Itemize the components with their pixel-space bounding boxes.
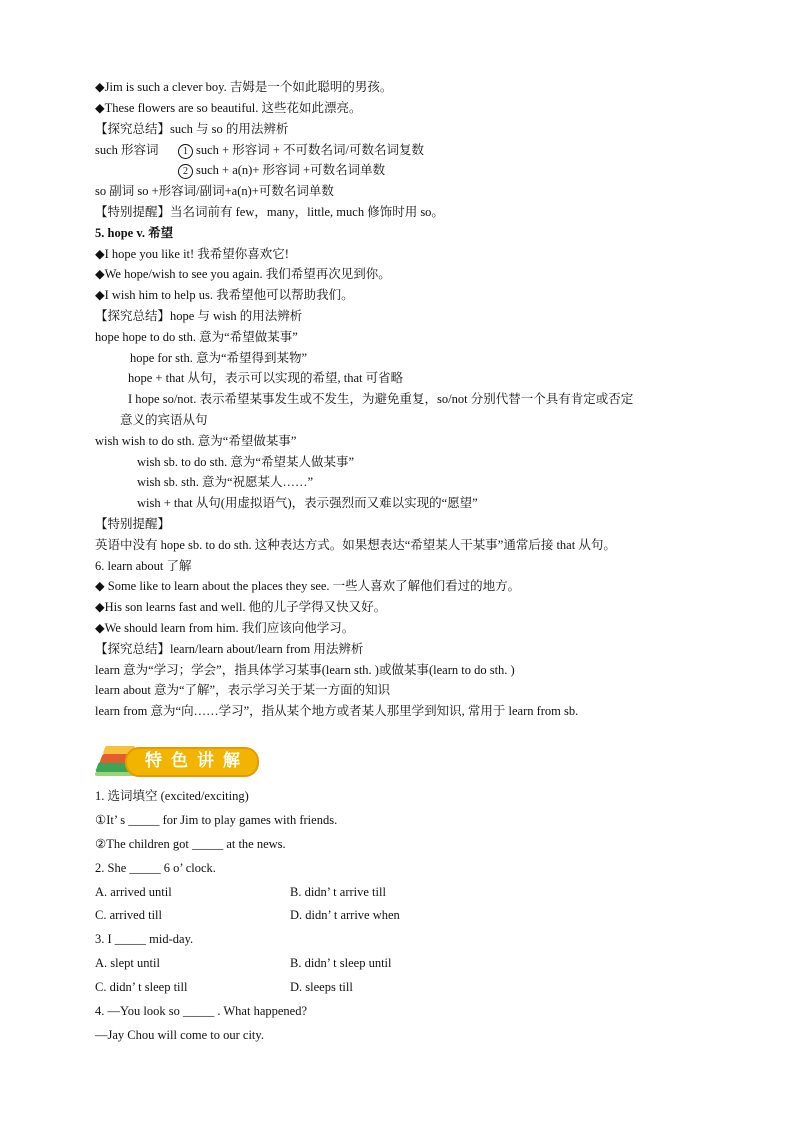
learn-rule: learn 意为“学习；学会”，指具体学习某事(learn sth. )或做某事(learn to do sth. ) [95, 663, 515, 677]
question-3: 3. I _____ mid-day. [95, 932, 194, 946]
example-sentence: ◆These flowers are so beautiful. 这些花如此漂亮。 [95, 101, 362, 115]
example-sentence: ◆We should learn from him. 我们应该向他学习。 [95, 621, 355, 635]
circled-number: 2 [178, 164, 193, 179]
banner-title: 特色讲解 [145, 751, 249, 771]
question-4: 4. —You look so _____ . What happened? [95, 1004, 308, 1018]
option-d: D. sleeps till [290, 980, 353, 994]
wish-rule: wish sb. to do sth. 意为“希望某人做某事” [137, 455, 355, 469]
summary-heading: 【探究总结】learn/learn about/learn from 用法辨析 [95, 642, 364, 656]
wish-rule: wish sb. sth. 意为“祝愿某人……” [137, 475, 314, 489]
example-sentence: ◆I wish him to help us. 我希望他可以帮助我们。 [95, 288, 354, 302]
wish-rule: wish + that 从句(用虚拟语气)，表示强烈而又难以实现的“愿望” [137, 496, 478, 510]
section-heading-hope: 5. hope v. 希望 [95, 226, 174, 240]
circled-number: 1 [178, 144, 193, 159]
such-label: such 形容词 [95, 143, 159, 157]
question-1b: ②The children got _____ at the news. [95, 837, 286, 851]
option-c: C. didn’ t sleep till [95, 980, 188, 994]
option-a: A. slept until [95, 956, 160, 970]
option-c: C. arrived till [95, 908, 162, 922]
special-reminder: 【特别提醒】当名词前有 few，many，little, much 修饰时用 so。 [95, 205, 444, 219]
section-heading-learn-about: 6. learn about 了解 [95, 559, 192, 573]
option-b: B. didn’ t sleep until [290, 956, 392, 970]
question-1a: ①It’ s _____ for Jim to play games with friends. [95, 813, 338, 827]
learn-rule: learn from 意为“向……学习”，指从某个地方或者某人那里学到知识, 常用于 learn from sb. [95, 704, 579, 718]
example-sentence: ◆We hope/wish to see you again. 我们希望再次见到你。 [95, 267, 391, 281]
option-b: B. didn’ t arrive till [290, 885, 386, 899]
feature-banner [95, 742, 260, 780]
example-sentence: ◆I hope you like it! 我希望你喜欢它! [95, 247, 289, 261]
so-rule: so 副词 so +形容词/副词+a(n)+可数名词单数 [95, 184, 334, 198]
hope-rule: hope + that 从句，表示可以实现的希望, that 可省略 [128, 371, 404, 385]
special-reminder-heading: 【特别提醒】 [95, 517, 171, 531]
summary-heading: 【探究总结】such 与 so 的用法辨析 [95, 122, 289, 136]
example-sentence: ◆ Some like to learn about the places they see. 一些人喜欢了解他们看过的地方。 [95, 579, 521, 593]
wish-rule: wish wish to do sth. 意为“希望做某事” [95, 434, 297, 448]
question-1: 1. 选词填空 (excited/exciting) [95, 789, 249, 803]
question-4-response: —Jay Chou will come to our city. [95, 1028, 264, 1042]
hope-rule: hope hope to do sth. 意为“希望做某事” [95, 330, 298, 344]
hope-rule-continued: 意义的宾语从句 [120, 413, 208, 427]
learn-rule: learn about 意为“了解”，表示学习关于某一方面的知识 [95, 683, 391, 697]
question-2: 2. She _____ 6 o’ clock. [95, 861, 216, 875]
such-item-2: 2 such + a(n)+ 形容词 +可数名词单数 [178, 161, 385, 179]
hope-rule: I hope so/not. 表示希望某事发生或不发生，为避免重复，so/not 分别代替一个具有肯定或否定 [128, 392, 634, 406]
special-reminder-text: 英语中没有 hope sb. to do sth. 这种表达方式。如果想表达“希望某人干某事”通常后接 that 从句。 [95, 538, 616, 552]
such-item-1: 1 such + 形容词 + 不可数名词/可数名词复数 [178, 141, 424, 159]
example-sentence: ◆His son learns fast and well. 他的儿子学得又快又好。 [95, 600, 387, 614]
option-d: D. didn’ t arrive when [290, 908, 400, 922]
option-a: A. arrived until [95, 885, 172, 899]
summary-heading: 【探究总结】hope 与 wish 的用法辨析 [95, 309, 303, 323]
hope-rule: hope for sth. 意为“希望得到某物” [130, 351, 308, 365]
example-sentence: ◆Jim is such a clever boy. 吉姆是一个如此聪明的男孩。 [95, 80, 393, 94]
